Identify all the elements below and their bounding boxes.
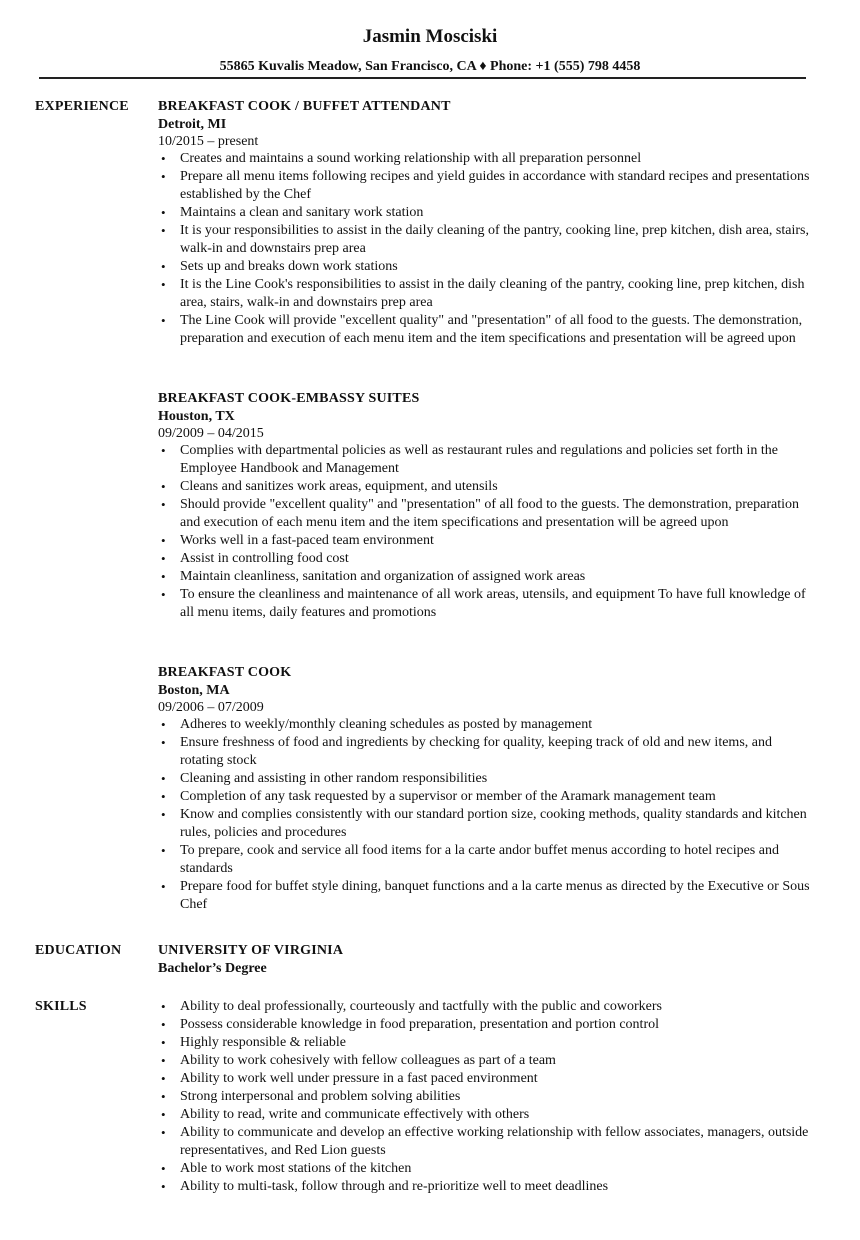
experience-label: EXPERIENCE	[35, 99, 129, 114]
job-location: Boston, MA	[158, 683, 230, 698]
bullet-dot-icon: •	[161, 533, 166, 548]
bullet-dot-icon: •	[161, 259, 166, 274]
bullet-dot-icon: •	[161, 999, 166, 1014]
list-item: • Creates and maintains a sound working relationship with all preparation personnel	[161, 151, 642, 166]
bullet-dot-icon: •	[161, 1161, 166, 1176]
list-item: • To ensure the cleanliness and maintenance of all work areas, utensils, and equipment To have full knowledge of all menu items, daily features and promotions	[161, 587, 806, 620]
bullet-dot-icon: •	[161, 313, 166, 328]
bullet-dot-icon: •	[161, 443, 166, 458]
bullet-dot-icon: •	[161, 169, 166, 184]
list-item: • Know and complies consistently with our standard portion size, cooking methods, quality standards and kitchen rules, policies and procedures	[161, 807, 807, 840]
bullet-dot-icon: •	[161, 1071, 166, 1086]
job-location: Houston, TX	[158, 409, 235, 424]
contact-line: 55865 Kuvalis Meadow, San Francisco, CA ♦ Phone: +1 (555) 798 4458	[219, 59, 641, 74]
job-entry-2	[158, 390, 818, 622]
bullet-dot-icon: •	[161, 879, 166, 894]
job-title: BREAKFAST COOK-EMBASSY SUITES	[158, 391, 420, 406]
list-item: • Complies with departmental policies as well as restaurant rules and regulations and policies set forth in the Employee Handbook and Management	[161, 443, 778, 476]
list-item: • Strong interpersonal and problem solving abilities	[161, 1089, 461, 1104]
list-item: • To prepare, cook and service all food items for a la carte andor buffet menus according to hotel recipes and standards	[161, 843, 779, 876]
bullet-dot-icon: •	[161, 1125, 166, 1140]
bullet-dot-icon: •	[161, 569, 166, 584]
bullet-dot-icon: •	[161, 1089, 166, 1104]
education-body	[158, 942, 818, 978]
list-item: • Highly responsible & reliable	[161, 1035, 347, 1050]
list-item: • Ability to communicate and develop an effective working relationship with fellow associates, managers, outside representatives, and Red Lion guests	[161, 1125, 809, 1158]
job-title: BREAKFAST COOK	[158, 665, 292, 680]
list-item: • Ability to work well under pressure in a fast paced environment	[161, 1071, 538, 1086]
bullet-dot-icon: •	[161, 1017, 166, 1032]
bullet-dot-icon: •	[161, 843, 166, 858]
list-item: • Ensure freshness of food and ingredients by checking for quality, keeping track of old and new items, and rotating stock	[161, 735, 772, 768]
bullet-dot-icon: •	[161, 205, 166, 220]
bullet-dot-icon: •	[161, 479, 166, 494]
list-item: • Maintains a clean and sanitary work station	[161, 205, 424, 220]
list-item: • Completion of any task requested by a supervisor or member of the Aramark management team	[161, 789, 716, 804]
bullet-dot-icon: •	[161, 807, 166, 822]
list-item: • Prepare all menu items following recipes and yield guides in accordance with standard recipes and presentations established by the Chef	[161, 169, 810, 202]
bullet-dot-icon: •	[161, 277, 166, 292]
list-item: • Prepare food for buffet style dining, banquet functions and a la carte menus as directed by the Executive or Sous Chef	[161, 879, 810, 912]
list-item: • Cleans and sanitizes work areas, equipment, and utensils	[161, 479, 498, 494]
skills-label: SKILLS	[35, 999, 87, 1014]
list-item: • Ability to multi-task, follow through and re-prioritize well to meet deadlines	[161, 1179, 609, 1194]
bullet-dot-icon: •	[161, 1107, 166, 1122]
list-item: • The Line Cook will provide "excellent quality" and "presentation" of all food to the guests. The demonstration, preparation and execution of each menu item and the item specifications and presentation will be agreed upon	[161, 313, 803, 346]
candidate-name: Jasmin Mosciski	[362, 26, 498, 47]
job-location: Detroit, MI	[158, 117, 227, 132]
school-name: UNIVERSITY OF VIRGINIA	[158, 943, 344, 958]
job-bullets	[158, 150, 818, 348]
job-dates: 09/2009 – 04/2015	[158, 426, 264, 441]
list-item: • Cleaning and assisting in other random responsibilities	[161, 771, 488, 786]
list-item: • It is your responsibilities to assist in the daily cleaning of the pantry, cooking line, prep kitchen, dish area, stairs, walk-in and downstairs prep area	[161, 223, 809, 256]
job-entry-3	[158, 664, 818, 914]
bullet-dot-icon: •	[161, 735, 166, 750]
list-item: • Ability to work cohesively with fellow colleagues as part of a team	[161, 1053, 556, 1068]
list-item: • Adheres to weekly/monthly cleaning schedules as posted by management	[161, 717, 593, 732]
list-item: • Assist in controlling food cost	[161, 551, 349, 566]
list-item: • Maintain cleanliness, sanitation and organization of assigned work areas	[161, 569, 586, 584]
list-item: • Sets up and breaks down work stations	[161, 259, 398, 274]
job-bullets	[158, 716, 818, 914]
degree: Bachelor’s Degree	[158, 961, 267, 976]
skills-body	[158, 998, 818, 1196]
bullet-dot-icon: •	[161, 223, 166, 238]
header-divider	[39, 77, 806, 79]
job-entry-1	[158, 98, 818, 348]
list-item: • Should provide "excellent quality" and "presentation" of all food to the guests. The demonstration, preparation and execution of each menu item and the item specifications and presentation will be agreed upon	[161, 497, 800, 530]
bullet-dot-icon: •	[161, 789, 166, 804]
education-label: EDUCATION	[35, 943, 122, 958]
list-item: • Works well in a fast-paced team environment	[161, 533, 434, 548]
list-item: • It is the Line Cook's responsibilities to assist in the daily cleaning of the pantry, cooking line, prep kitchen, dish area, stairs, walk-in and downstairs prep area	[161, 277, 805, 310]
list-item: • Possess considerable knowledge in food preparation, presentation and portion control	[161, 1017, 659, 1032]
skills-list	[158, 998, 818, 1196]
job-dates: 10/2015 – present	[158, 134, 259, 149]
list-item: • Ability to read, write and communicate effectively with others	[161, 1107, 530, 1122]
bullet-dot-icon: •	[161, 717, 166, 732]
list-item: • Able to work most stations of the kitchen	[161, 1161, 412, 1176]
job-bullets	[158, 442, 818, 622]
bullet-dot-icon: •	[161, 551, 166, 566]
list-item: • Ability to deal professionally, courteously and tactfully with the public and coworkers	[161, 999, 662, 1014]
bullet-dot-icon: •	[161, 587, 166, 602]
bullet-dot-icon: •	[161, 1053, 166, 1068]
bullet-dot-icon: •	[161, 151, 166, 166]
job-dates: 09/2006 – 07/2009	[158, 700, 264, 715]
bullet-dot-icon: •	[161, 771, 166, 786]
bullet-dot-icon: •	[161, 1035, 166, 1050]
bullet-dot-icon: •	[161, 497, 166, 512]
bullet-dot-icon: •	[161, 1179, 166, 1194]
job-title: BREAKFAST COOK / BUFFET ATTENDANT	[158, 99, 451, 114]
